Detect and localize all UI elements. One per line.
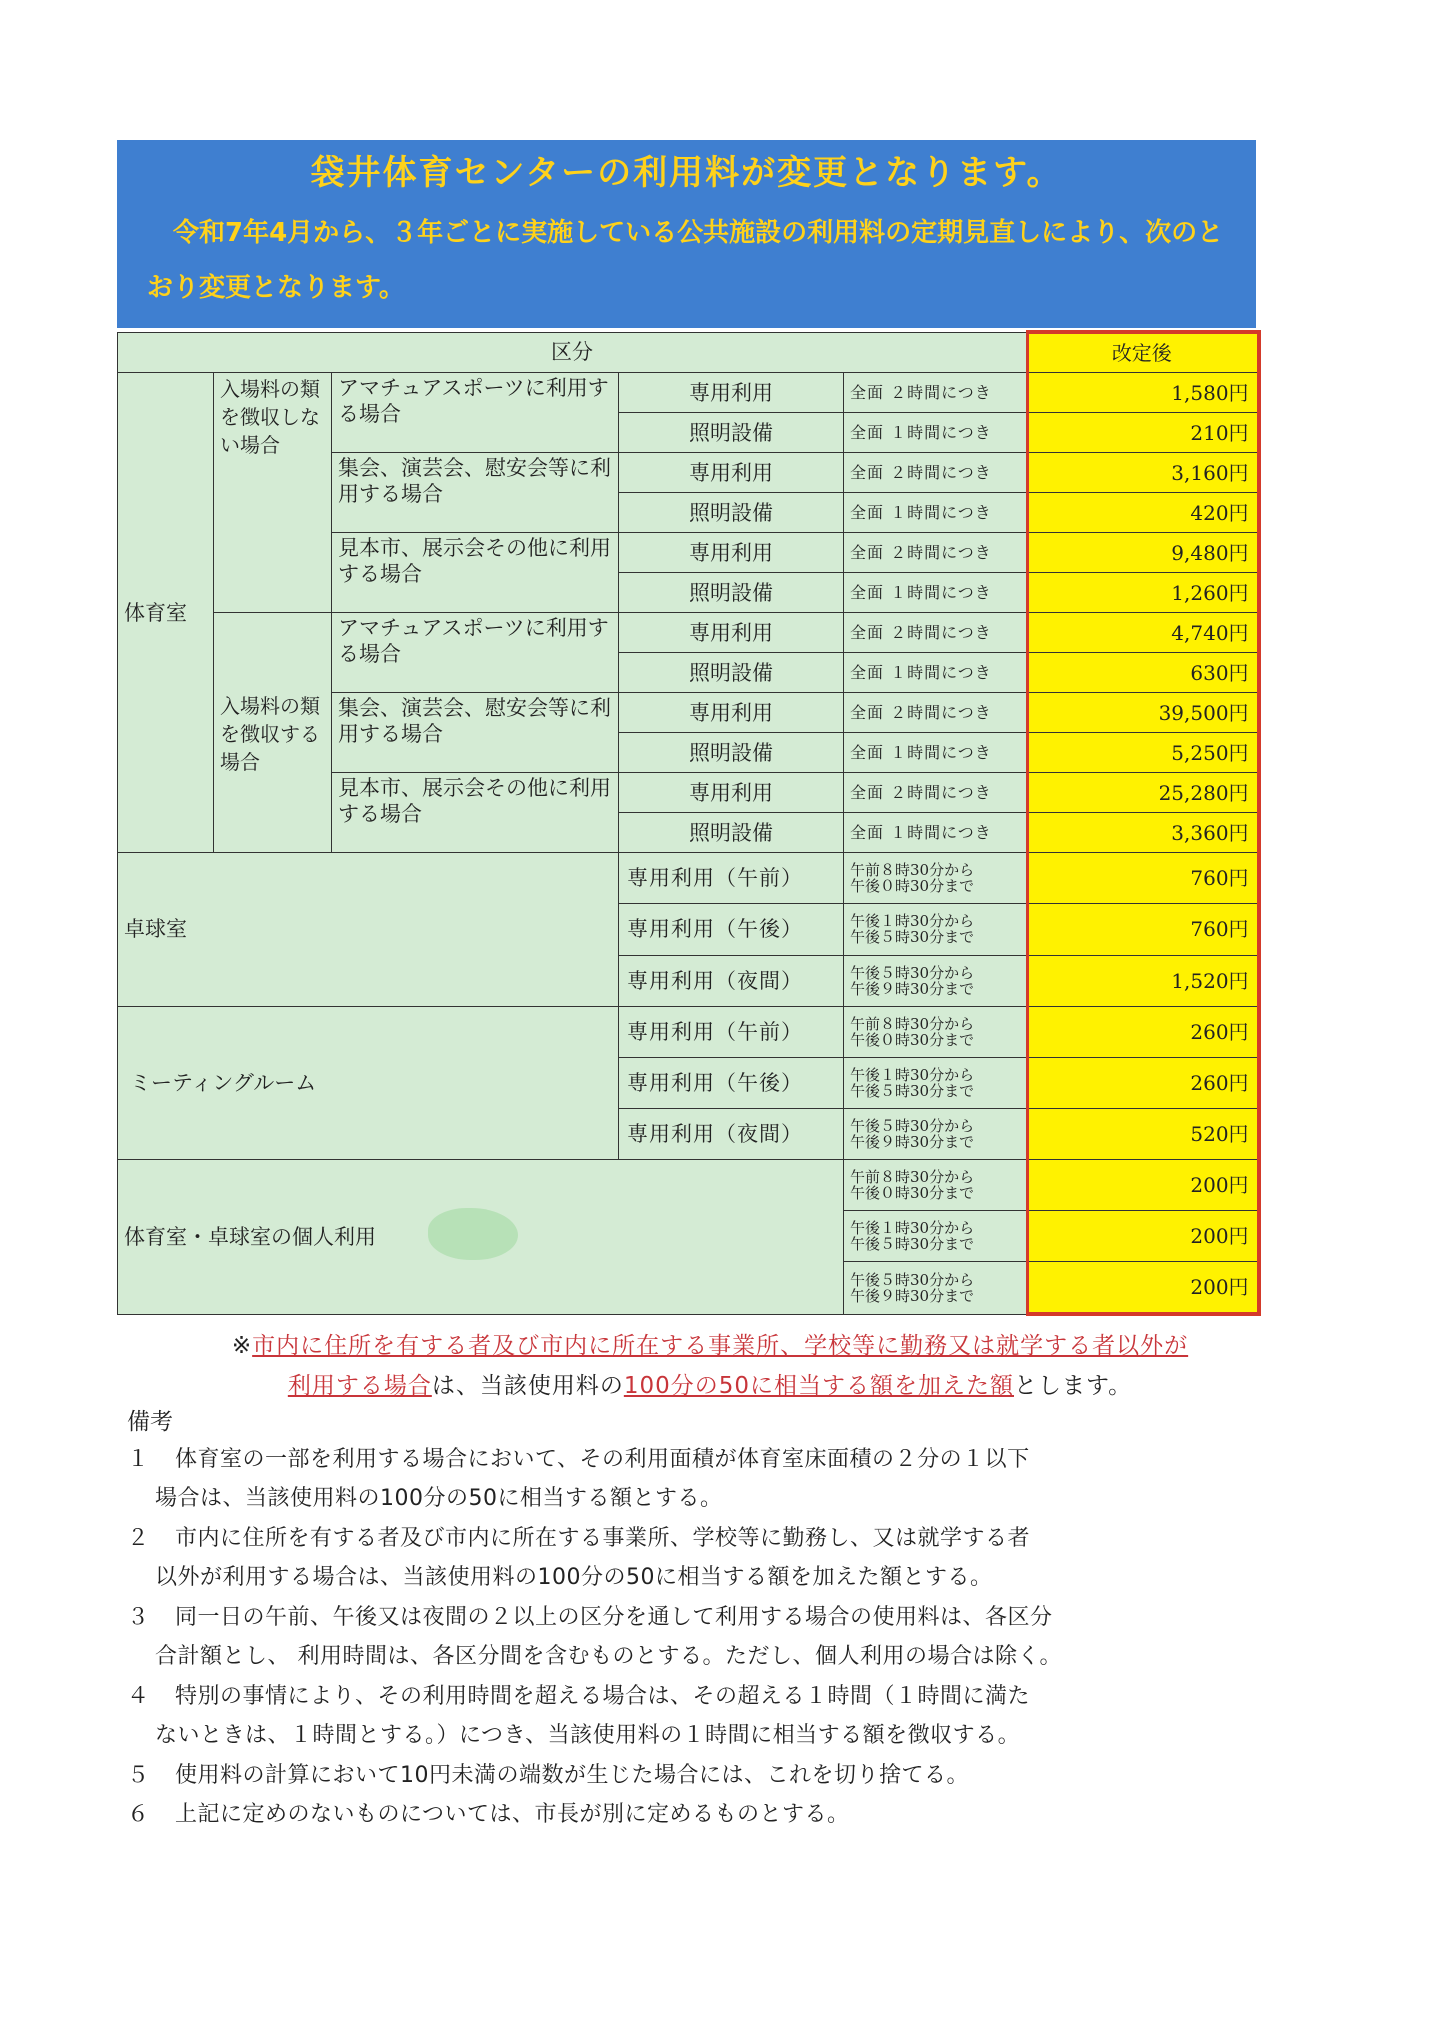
remark-item: ５ 使用料の計算において10円未満の端数が生じた場合には、これを切り捨てる。 <box>127 1763 969 1788</box>
time-range: 午後５時30分から 午後９時30分まで <box>844 1261 1028 1314</box>
usage-label: 専用利用 <box>619 453 844 493</box>
note-highlight: 利用する場合 <box>287 1373 432 1399</box>
note-highlight: 100分の50に相当する額を加えた額 <box>623 1373 1014 1399</box>
remark-item-continued: ないときは、１時間とする。）につき、当該使用料の１時間に相当する額を徴収する。 <box>155 1723 1021 1748</box>
price-cell: 420円 <box>1028 493 1259 533</box>
price-cell: 760円 <box>1028 904 1259 955</box>
time-unit: 全面 ２時間につき <box>844 773 1028 813</box>
price-cell: 200円 <box>1028 1159 1259 1210</box>
time-range: 午後５時30分から 午後９時30分まで <box>844 955 1028 1006</box>
price-cell: 260円 <box>1028 1057 1259 1108</box>
usage-label: 専用利用 <box>619 373 844 413</box>
price-cell: 200円 <box>1028 1261 1259 1314</box>
purpose-amateur: アマチュアスポーツに利用する場合 <box>332 613 619 693</box>
time-range: 午前８時30分から 午後０時30分まで <box>844 853 1028 904</box>
announcement-banner <box>117 140 1256 328</box>
note-text: は、当該使用料の <box>431 1373 624 1399</box>
time-unit: 全面 ２時間につき <box>844 373 1028 413</box>
price-cell: 200円 <box>1028 1210 1259 1261</box>
category-gym: 体育室 <box>118 373 214 853</box>
fee-type-with-fee: 入場料の類を徴収する場合 <box>214 613 332 853</box>
time-range: 午後１時30分から 午後５時30分まで <box>844 1057 1028 1108</box>
header-price: 改定後 <box>1028 332 1259 373</box>
category-meeting-room: ミーティングルーム <box>118 1006 619 1159</box>
price-cell: 760円 <box>1028 853 1259 904</box>
price-cell: 25,280円 <box>1028 773 1259 813</box>
usage-label: 専用利用 <box>619 533 844 573</box>
price-cell: 210円 <box>1028 413 1259 453</box>
time-unit: 全面 １時間につき <box>844 733 1028 773</box>
remark-item-continued: 場合は、当該使用料の100分の50に相当する額とする。 <box>155 1486 723 1511</box>
time-unit: 全面 １時間につき <box>844 493 1028 533</box>
time-unit: 全面 １時間につき <box>844 813 1028 853</box>
note-text: とします。 <box>1014 1373 1133 1399</box>
time-range: 午後１時30分から 午後５時30分まで <box>844 904 1028 955</box>
header-category: 区分 <box>118 332 1028 373</box>
time-unit: 全面 １時間につき <box>844 653 1028 693</box>
remark-item: ３ 同一日の午前、午後又は夜間の２以上の区分を通して利用する場合の使用料は、各区分 <box>127 1605 1053 1630</box>
table-row <box>118 613 1259 653</box>
banner-body: 令和7年4月から、３年ごとに実施している公共施設の利用料の定期見直しにより、次のとおり変更となります。 <box>147 218 1224 303</box>
banner-title: 袋井体育センターの利用料が変更となります。 <box>310 153 1063 193</box>
usage-label: 照明設備 <box>619 413 844 453</box>
usage-label: 専用利用（夜間） <box>619 1108 844 1159</box>
note-mark: ※ <box>231 1333 253 1359</box>
category-individual: 体育室・卓球室の個人利用 <box>118 1159 844 1314</box>
table-header-row <box>118 332 1259 373</box>
remark-item-continued: 以外が利用する場合は、当該使用料の100分の50に相当する額を加えた額とする。 <box>155 1565 993 1590</box>
price-cell: 520円 <box>1028 1108 1259 1159</box>
time-unit: 全面 ２時間につき <box>844 453 1028 493</box>
purpose-fair: 見本市、展示会その他に利用する場合 <box>332 533 619 613</box>
remarks-title: 備考 <box>127 1409 173 1435</box>
usage-label: 照明設備 <box>619 573 844 613</box>
price-cell: 3,360円 <box>1028 813 1259 853</box>
usage-label: 照明設備 <box>619 733 844 773</box>
time-unit: 全面 ２時間につき <box>844 693 1028 733</box>
time-unit: 全面 １時間につき <box>844 573 1028 613</box>
fee-type-no-fee: 入場料の類を徴収しない場合 <box>214 373 332 613</box>
purpose-meeting: 集会、演芸会、慰安会等に利用する場合 <box>332 453 619 533</box>
price-cell: 260円 <box>1028 1006 1259 1057</box>
green-smudge <box>428 1208 518 1260</box>
price-cell: 4,740円 <box>1028 613 1259 653</box>
purpose-fair: 見本市、展示会その他に利用する場合 <box>332 773 619 853</box>
price-cell: 1,520円 <box>1028 955 1259 1006</box>
price-cell: 1,580円 <box>1028 373 1259 413</box>
time-range: 午後１時30分から 午後５時30分まで <box>844 1210 1028 1261</box>
nonresident-note-line2 <box>150 1367 1270 1400</box>
time-unit: 全面 ２時間につき <box>844 533 1028 573</box>
usage-label: 照明設備 <box>619 813 844 853</box>
usage-label: 専用利用（夜間） <box>619 955 844 1006</box>
price-cell: 5,250円 <box>1028 733 1259 773</box>
remark-item: １ 体育室の一部を利用する場合において、その利用面積が体育室床面積の２分の１以下 <box>127 1447 1030 1472</box>
price-cell: 9,480円 <box>1028 533 1259 573</box>
usage-label: 専用利用 <box>619 613 844 653</box>
table-row <box>118 853 1259 904</box>
remark-item: ２ 市内に住所を有する者及び市内に所在する事業所、学校等に勤務し、又は就学する者 <box>127 1526 1031 1551</box>
purpose-amateur: アマチュアスポーツに利用する場合 <box>332 373 619 453</box>
table-row <box>118 1006 1259 1057</box>
remark-item: ４ 特別の事情により、その利用時間を超える場合は、その超える１時間（１時間に満た <box>127 1684 1031 1709</box>
table-row <box>118 1159 1259 1210</box>
usage-label: 照明設備 <box>619 493 844 533</box>
usage-label: 専用利用 <box>619 773 844 813</box>
time-range: 午後５時30分から 午後９時30分まで <box>844 1108 1028 1159</box>
remark-item: ６ 上記に定めのないものについては、市長が別に定めるものとする。 <box>127 1802 850 1827</box>
usage-label: 専用利用（午後） <box>619 1057 844 1108</box>
nonresident-note-line1 <box>150 1327 1270 1360</box>
usage-label: 専用利用（午前） <box>619 853 844 904</box>
usage-label: 専用利用 <box>619 693 844 733</box>
purpose-meeting: 集会、演芸会、慰安会等に利用する場合 <box>332 693 619 773</box>
price-cell: 3,160円 <box>1028 453 1259 493</box>
time-unit: 全面 ２時間につき <box>844 613 1028 653</box>
category-table-tennis: 卓球室 <box>118 853 619 1006</box>
time-range: 午前８時30分から 午後０時30分まで <box>844 1159 1028 1210</box>
time-unit: 全面 １時間につき <box>844 413 1028 453</box>
usage-label: 照明設備 <box>619 653 844 693</box>
price-cell: 1,260円 <box>1028 573 1259 613</box>
table-row <box>118 373 1259 413</box>
time-range: 午前８時30分から 午後０時30分まで <box>844 1006 1028 1057</box>
note-highlight: 市内に住所を有する者及び市内に所在する事業所、学校等に勤務又は就学する者以外が <box>252 1333 1189 1359</box>
price-cell: 39,500円 <box>1028 693 1259 733</box>
fee-table <box>117 330 1261 1316</box>
price-cell: 630円 <box>1028 653 1259 693</box>
usage-label: 専用利用（午前） <box>619 1006 844 1057</box>
remark-item-continued: 合計額とし、 利用時間は、各区分間を含むものとする。ただし、個人利用の場合は除く。 <box>155 1644 1063 1669</box>
usage-label: 専用利用（午後） <box>619 904 844 955</box>
